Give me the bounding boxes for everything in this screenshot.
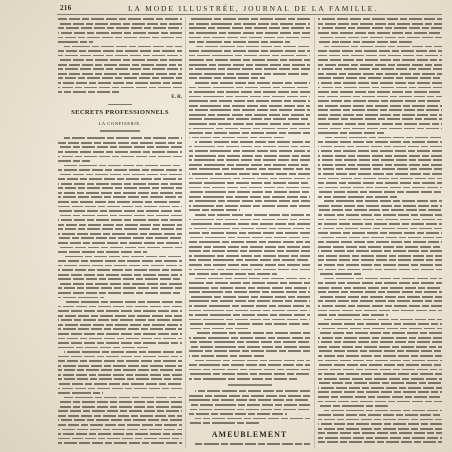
illegible-text-line	[58, 73, 182, 75]
illegible-text-line	[58, 319, 182, 321]
illegible-text-line	[58, 306, 182, 308]
illegible-text-line	[189, 114, 310, 116]
illegible-text-line	[189, 109, 310, 111]
illegible-text-line	[58, 41, 93, 43]
section-subtitle: LA CONFISERIE.	[98, 121, 142, 126]
illegible-text-line	[58, 274, 182, 276]
illegible-text-line	[318, 396, 442, 398]
illegible-text-line	[189, 328, 249, 330]
illegible-text-line	[58, 328, 182, 330]
illegible-text-line	[318, 305, 442, 307]
illegible-text-line	[189, 187, 310, 189]
illegible-text-line	[189, 96, 310, 98]
illegible-text-line	[318, 64, 442, 66]
illegible-text-line	[318, 360, 442, 362]
illegible-text-line	[58, 142, 182, 144]
illegible-text-line	[189, 55, 310, 57]
illegible-text-line	[195, 214, 310, 216]
illegible-text-line	[324, 410, 442, 412]
illegible-text-line	[58, 55, 182, 57]
illegible-text-line	[189, 73, 310, 75]
illegible-text-line	[189, 118, 310, 120]
illegible-text-line	[58, 233, 182, 235]
illegible-text-line	[189, 205, 310, 207]
column-divider	[314, 17, 315, 448]
illegible-text-line	[318, 18, 442, 20]
illegible-text-line	[189, 37, 310, 39]
illegible-text-line	[318, 55, 442, 57]
illegible-text-line	[318, 105, 442, 107]
section-title-ameublement: AMEUBLEMENT	[211, 430, 288, 439]
illegible-subheading	[100, 130, 140, 132]
illegible-text-line	[189, 196, 310, 198]
illegible-text-line	[189, 241, 310, 243]
illegible-text-line	[318, 328, 442, 330]
illegible-text-line	[318, 423, 442, 425]
illegible-text-line	[318, 191, 442, 193]
illegible-text-line	[58, 206, 182, 208]
illegible-text-line	[189, 287, 310, 289]
illegible-text-line	[58, 242, 182, 244]
illegible-text-line	[318, 32, 442, 34]
illegible-text-line	[318, 91, 442, 93]
illegible-text-line	[318, 114, 442, 116]
illegible-text-line	[189, 259, 310, 261]
illegible-text-line	[318, 441, 442, 443]
illegible-text-line	[318, 428, 442, 430]
illegible-text-line	[64, 165, 182, 167]
illegible-text-line	[318, 23, 442, 25]
illegible-text-line	[318, 337, 442, 339]
illegible-text-line	[58, 160, 90, 162]
illegible-text-line	[58, 269, 182, 271]
illegible-text-line	[189, 422, 260, 424]
illegible-text-line	[189, 219, 310, 221]
illegible-text-line	[189, 41, 290, 43]
illegible-text-line	[318, 401, 442, 403]
left-column-text-block	[58, 136, 182, 447]
illegible-text-line	[189, 250, 310, 252]
illegible-text-line	[58, 37, 182, 39]
illegible-text-line	[189, 223, 310, 225]
illegible-text-line	[189, 50, 310, 52]
illegible-text-line	[189, 413, 287, 415]
illegible-text-line	[189, 350, 310, 352]
illegible-text-line	[58, 64, 182, 66]
illegible-text-line	[58, 251, 147, 253]
illegible-text-line	[58, 287, 182, 289]
illegible-text-line	[58, 50, 182, 52]
illegible-text-line	[189, 310, 310, 312]
illegible-text-line	[189, 209, 240, 211]
illegible-text-line	[58, 260, 182, 262]
page-title: LA MODE ILLUSTRÉE, JOURNAL DE LA FAMILLE.	[128, 4, 378, 13]
illegible-text-line	[58, 174, 182, 176]
illegible-text-line	[318, 255, 442, 257]
illegible-text-line	[195, 360, 310, 362]
illegible-text-line	[318, 323, 442, 325]
illegible-text-line	[318, 109, 442, 111]
illegible-text-line	[58, 324, 182, 326]
illegible-text-line	[58, 18, 182, 20]
illegible-text-line	[324, 278, 442, 280]
illegible-text-line	[58, 365, 182, 367]
illegible-text-line	[318, 437, 442, 439]
illegible-text-line	[318, 369, 442, 371]
left-column-text-block	[58, 17, 182, 95]
illegible-text-line	[189, 373, 310, 375]
illegible-text-line	[318, 232, 442, 234]
illegible-text-line	[318, 287, 442, 289]
illegible-text-line	[318, 405, 388, 407]
illegible-text-line	[189, 182, 310, 184]
illegible-text-line	[189, 27, 310, 29]
illegible-text-line	[189, 18, 310, 20]
illegible-text-line	[318, 332, 442, 334]
illegible-text-line	[195, 332, 310, 334]
illegible-text-line	[189, 123, 310, 125]
illegible-text-line	[189, 68, 310, 70]
illegible-text-line	[189, 105, 310, 107]
illegible-text-line	[318, 341, 442, 343]
section-divider	[108, 104, 132, 105]
illegible-text-line	[318, 182, 442, 184]
illegible-text-line	[58, 183, 182, 185]
illegible-text-line	[58, 196, 182, 198]
illegible-text-line	[189, 191, 310, 193]
illegible-text-line	[64, 46, 182, 48]
illegible-text-line	[318, 159, 442, 161]
illegible-text-line	[318, 150, 442, 152]
illegible-text-line	[58, 378, 182, 380]
illegible-text-line	[58, 265, 182, 267]
illegible-text-line	[58, 32, 182, 34]
illegible-text-line	[318, 373, 442, 375]
illegible-text-line	[318, 41, 413, 43]
illegible-text-line	[318, 264, 442, 266]
illegible-text-line	[318, 391, 442, 393]
illegible-text-line	[58, 237, 182, 239]
illegible-text-line	[189, 232, 310, 234]
illegible-text-line	[58, 406, 182, 408]
illegible-text-line	[318, 68, 442, 70]
illegible-text-line	[189, 228, 310, 230]
illegible-text-line	[58, 388, 182, 390]
illegible-text-line	[58, 392, 103, 394]
illegible-text-line	[58, 77, 182, 79]
illegible-text-line	[189, 200, 310, 202]
illegible-text-line	[318, 50, 442, 52]
illegible-text-line	[318, 100, 442, 102]
middle-column-text-block	[189, 389, 310, 427]
illegible-text-line	[58, 219, 182, 221]
illegible-text-line	[318, 387, 442, 389]
illegible-text-line	[58, 342, 182, 344]
illegible-text-line	[58, 415, 182, 417]
illegible-text-line	[189, 364, 310, 366]
header-rule	[57, 14, 442, 15]
illegible-text-line	[64, 351, 182, 353]
illegible-text-line	[189, 395, 310, 397]
illegible-text-line	[58, 429, 182, 431]
illegible-text-line	[318, 250, 442, 252]
illegible-text-line	[318, 132, 386, 134]
illegible-text-line	[58, 82, 182, 84]
illegible-text-line	[189, 409, 310, 411]
illegible-text-line	[318, 209, 442, 211]
illegible-text-line	[318, 355, 442, 357]
illegible-text-line	[58, 156, 182, 158]
illegible-text-line	[58, 228, 182, 230]
illegible-text-line	[318, 146, 442, 148]
illegible-text-line	[58, 292, 182, 294]
illegible-text-line	[324, 200, 442, 202]
illegible-text-line	[189, 137, 284, 139]
illegible-text-line	[58, 438, 182, 440]
illegible-text-line	[58, 401, 182, 403]
illegible-text-line	[189, 378, 297, 380]
illegible-text-line	[318, 118, 442, 120]
illegible-text-line	[195, 390, 310, 392]
illegible-text-line	[58, 215, 182, 217]
illegible-text-line	[189, 87, 310, 89]
illegible-text-line	[189, 100, 310, 102]
illegible-text-line	[58, 192, 182, 194]
illegible-text-line	[324, 319, 442, 321]
illegible-text-line	[318, 432, 442, 434]
illegible-text-line	[318, 246, 442, 248]
illegible-text-line	[189, 305, 310, 307]
illegible-text-line	[318, 141, 442, 143]
illegible-text-line	[189, 282, 310, 284]
illegible-text-line	[318, 205, 442, 207]
illegible-text-line	[318, 173, 442, 175]
illegible-text-line	[58, 187, 182, 189]
illegible-text-line	[64, 397, 182, 399]
illegible-text-line	[58, 360, 182, 362]
illegible-text-line	[195, 278, 310, 280]
article-signature: E. R.	[171, 95, 182, 100]
illegible-text-line	[318, 87, 442, 89]
illegible-text-line	[189, 399, 310, 401]
illegible-text-line	[195, 418, 310, 420]
illegible-text-line	[189, 404, 310, 406]
illegible-text-line	[318, 350, 442, 352]
illegible-text-line	[58, 210, 182, 212]
illegible-text-line	[189, 168, 310, 170]
illegible-text-line	[58, 333, 182, 335]
illegible-text-line	[318, 96, 442, 98]
illegible-text-line	[318, 27, 442, 29]
illegible-text-line	[58, 356, 182, 358]
illegible-text-line	[318, 414, 442, 416]
illegible-text-line	[58, 297, 104, 299]
illegible-text-line	[318, 269, 442, 271]
illegible-text-line	[58, 224, 182, 226]
illegible-text-line	[318, 300, 442, 302]
illegible-text-line	[189, 128, 310, 130]
section-title: SECRETS PROFESSIONNELS	[71, 109, 169, 116]
illegible-text-line	[58, 374, 182, 376]
illegible-text-line	[189, 369, 310, 371]
illegible-text-line	[318, 296, 442, 298]
illegible-text-line	[189, 23, 310, 25]
illegible-text-line	[318, 219, 442, 221]
illegible-text-line	[189, 146, 310, 148]
illegible-text-line	[58, 178, 182, 180]
illegible-text-line	[189, 314, 310, 316]
illegible-text-line	[189, 178, 310, 180]
illegible-text-line	[189, 164, 310, 166]
illegible-text-line	[58, 151, 182, 153]
illegible-text-line	[189, 64, 310, 66]
illegible-text-line	[318, 168, 442, 170]
illegible-text-line	[58, 23, 182, 25]
middle-column-text-block	[189, 442, 310, 448]
illegible-text-line	[58, 410, 182, 412]
illegible-text-line	[318, 237, 442, 239]
illegible-text-line	[318, 82, 442, 84]
illegible-text-line	[58, 59, 182, 61]
illegible-text-line	[189, 91, 310, 93]
right-column-text-block	[318, 17, 442, 448]
illegible-text-line	[189, 300, 310, 302]
illegible-text-line	[58, 442, 182, 444]
page-number: 216	[60, 4, 72, 12]
illegible-text-line	[64, 137, 182, 139]
illegible-text-line	[189, 319, 310, 321]
illegible-text-line	[189, 341, 310, 343]
illegible-text-line	[195, 82, 310, 84]
illegible-text-line	[189, 77, 265, 79]
illegible-text-line	[318, 123, 442, 125]
illegible-text-line	[318, 187, 442, 189]
illegible-text-line	[189, 273, 277, 275]
illegible-text-line	[189, 355, 264, 357]
illegible-text-line	[318, 291, 442, 293]
illegible-text-line	[189, 32, 310, 34]
illegible-text-line	[318, 196, 397, 198]
illegible-text-line	[189, 173, 310, 175]
illegible-text-line	[189, 155, 310, 157]
illegible-text-line	[58, 310, 182, 312]
illegible-text-line	[189, 132, 310, 134]
illegible-text-line	[318, 346, 442, 348]
illegible-text-line	[64, 301, 182, 303]
illegible-text-line	[189, 296, 310, 298]
illegible-subheading	[228, 384, 272, 386]
illegible-text-line	[318, 77, 442, 79]
illegible-text-line	[58, 87, 182, 89]
illegible-text-line	[58, 433, 182, 435]
illegible-text-line	[58, 419, 182, 421]
illegible-text-line	[324, 137, 442, 139]
illegible-text-line	[58, 146, 182, 148]
illegible-text-line	[318, 273, 361, 275]
illegible-text-line	[195, 46, 310, 48]
illegible-text-line	[318, 259, 442, 261]
illegible-text-line	[189, 237, 310, 239]
illegible-text-line	[195, 141, 310, 143]
illegible-text-line	[189, 59, 310, 61]
illegible-text-line	[58, 383, 182, 385]
illegible-text-line	[58, 424, 182, 426]
illegible-text-line	[189, 269, 310, 271]
illegible-text-line	[58, 283, 182, 285]
illegible-text-line	[318, 382, 442, 384]
illegible-text-line	[189, 264, 310, 266]
illegible-text-line	[189, 159, 310, 161]
illegible-text-line	[318, 178, 442, 180]
illegible-text-line	[318, 228, 442, 230]
illegible-text-line	[318, 164, 442, 166]
illegible-text-line	[58, 91, 119, 93]
illegible-text-line	[58, 315, 182, 317]
illegible-text-line	[318, 314, 388, 316]
illegible-text-line	[318, 310, 442, 312]
illegible-text-line	[318, 364, 442, 366]
illegible-text-line	[189, 246, 310, 248]
illegible-text-line	[318, 37, 442, 39]
column-divider	[185, 17, 186, 448]
illegible-text-line	[189, 291, 310, 293]
illegible-text-line	[318, 282, 442, 284]
illegible-text-line	[324, 46, 442, 48]
illegible-text-line	[58, 68, 182, 70]
illegible-text-line	[318, 378, 442, 380]
illegible-text-line	[318, 128, 442, 130]
illegible-text-line	[318, 241, 442, 243]
illegible-text-line	[58, 201, 182, 203]
illegible-text-line	[64, 256, 182, 258]
illegible-text-line	[58, 347, 150, 349]
illegible-text-line	[58, 27, 182, 29]
illegible-text-line	[318, 214, 442, 216]
illegible-text-line	[189, 323, 310, 325]
illegible-text-line	[318, 73, 442, 75]
illegible-text-line	[189, 337, 310, 339]
illegible-text-line	[318, 223, 442, 225]
illegible-text-line	[58, 169, 182, 171]
illegible-text-line	[189, 150, 310, 152]
illegible-text-line	[58, 338, 182, 340]
illegible-text-line	[58, 369, 182, 371]
illegible-text-line	[189, 255, 310, 257]
illegible-text-line	[189, 346, 310, 348]
middle-column-text-block	[189, 17, 310, 381]
illegible-text-line	[318, 419, 442, 421]
illegible-text-line	[58, 247, 182, 249]
illegible-text-line	[318, 59, 442, 61]
illegible-text-line	[318, 155, 442, 157]
illegible-text-line	[195, 443, 310, 445]
illegible-text-line	[58, 278, 182, 280]
